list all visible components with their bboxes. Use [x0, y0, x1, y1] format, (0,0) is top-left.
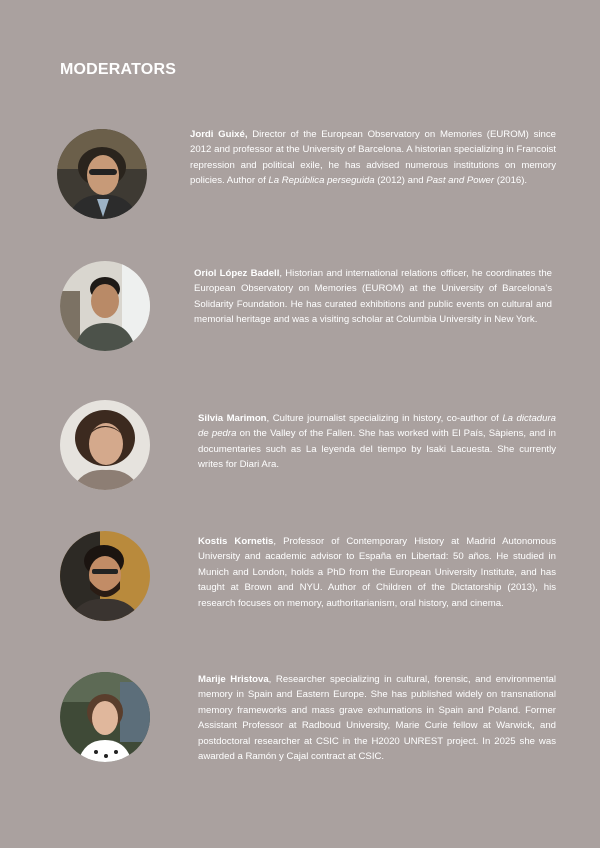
- moderator-bio: Kostis Kornetis, Professor of Contemporary History at Madrid Autonomous University and academic advisor to España en Libertad: 50 años. He studied in Munich and London, holds a PhD from the European University Institute, and has taught at Brown and NYU. Author of Children of the Dictatorship (2013), his research focuses on memory, authoritarianism, oral history, and cinema.: [198, 536, 556, 609]
- moderator-name: Kostis Kornetis: [198, 536, 274, 547]
- portrait-photo: [60, 531, 150, 621]
- moderator-bio: Marije Hristova, Researcher specializing in cultural, forensic, and environmental memory in Spain and Eastern Europe. She has published widely on transnational memory frameworks and mass grave exhumations in Spain and Poland. Former Assistant Professor at Radboud University, Marie Curie fellow at Warwick, and postdoctoral researcher at CSIC in the H2020 UNREST project. In 2025 she was awarded a Ramón y Cajal contract at CSIC.: [198, 674, 556, 763]
- portrait-photo: [57, 129, 147, 219]
- moderator-name: Oriol López Badell: [194, 268, 280, 279]
- moderator-bio: Silvia Marimon, Culture journalist specializing in history, co-author of La dictadura de pedra on the Valley of the Fallen. She has worked with El País, Sàpiens, and in documentaries such as La leyenda del tiempo by Isaki Lacuesta. She currently writes for Diari Ara.: [198, 413, 556, 471]
- moderator-name: Silvia Marimon: [198, 413, 267, 424]
- moderator-bio: Jordi Guixé, Director of the European Observatory on Memories (EUROM) since 2012 and professor at the University of Barcelona. A historian specializing in Francoist repression and political exile, he has advised numerous institutions on memory policies. Author of La República perseguida (2012) and Past and Power (2016).: [190, 129, 556, 187]
- page-title: MODERATORS: [60, 61, 177, 78]
- portrait-photo: [60, 261, 150, 351]
- moderator-name: Jordi Guixé,: [190, 129, 248, 140]
- moderator-name: Marije Hristova: [198, 674, 269, 685]
- moderator-bio: Oriol López Badell, Historian and international relations officer, he coordinates the European Observatory on Memories (EUROM) at the University of Barcelona's Solidarity Foundation. He has curated exhibitions and public events on cultural and memorial heritage and was a visiting scholar at Columbia University in New York.: [194, 268, 552, 326]
- portrait-photo: [60, 672, 150, 762]
- portrait-photo: [60, 400, 150, 490]
